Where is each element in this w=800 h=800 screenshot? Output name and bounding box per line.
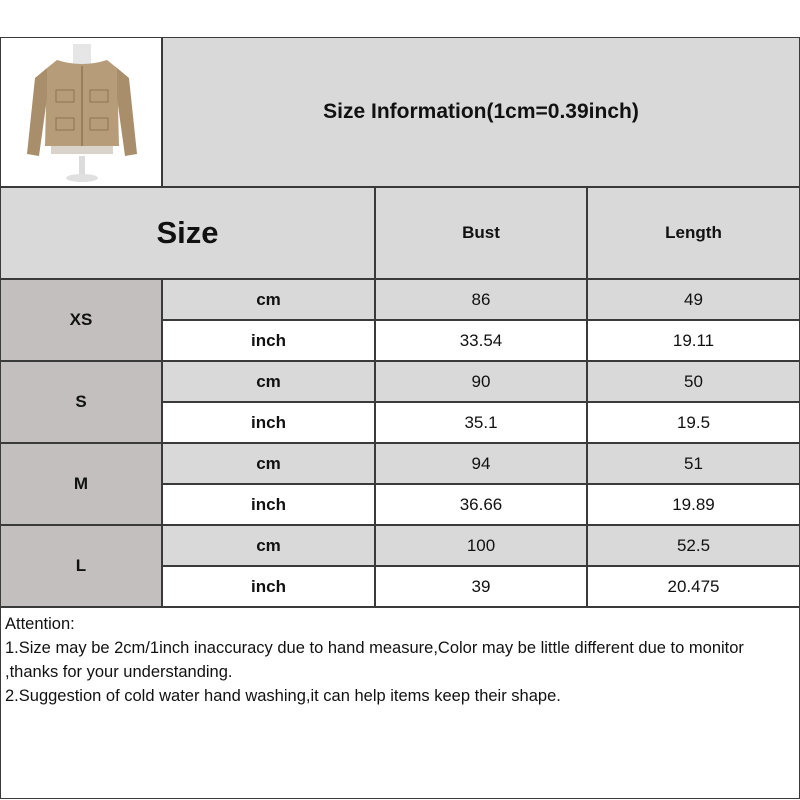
length-value: 51 <box>587 443 800 484</box>
page-title: Size Information(1cm=0.39inch) <box>162 37 800 187</box>
length-value: 19.5 <box>587 402 800 443</box>
size-label-m: M <box>0 443 162 525</box>
note-line: 2.Suggestion of cold water hand washing,it can help items keep their shape. <box>5 687 561 705</box>
product-photo <box>0 37 162 187</box>
bust-value: 33.54 <box>375 320 587 361</box>
unit-label: inch <box>162 484 375 525</box>
unit-label: cm <box>162 279 375 320</box>
size-label-l: L <box>0 525 162 607</box>
size-chart <box>0 37 800 799</box>
unit-label: inch <box>162 402 375 443</box>
length-column-header: Length <box>587 187 800 279</box>
unit-label: cm <box>162 361 375 402</box>
length-value: 19.11 <box>587 320 800 361</box>
length-value: 20.475 <box>587 566 800 607</box>
unit-label: inch <box>162 566 375 607</box>
unit-label: inch <box>162 320 375 361</box>
length-value: 49 <box>587 279 800 320</box>
attention-notes <box>0 607 800 799</box>
length-value: 50 <box>587 361 800 402</box>
bust-value: 39 <box>375 566 587 607</box>
unit-label: cm <box>162 525 375 566</box>
bust-value: 36.66 <box>375 484 587 525</box>
size-column-header: Size <box>0 187 375 279</box>
unit-label: cm <box>162 443 375 484</box>
length-value: 19.89 <box>587 484 800 525</box>
bust-column-header: Bust <box>375 187 587 279</box>
bust-value: 94 <box>375 443 587 484</box>
bust-value: 86 <box>375 279 587 320</box>
bust-value: 35.1 <box>375 402 587 443</box>
notes-heading: Attention: <box>5 615 75 633</box>
jacket-photo-icon <box>1 38 161 186</box>
bust-value: 90 <box>375 361 587 402</box>
note-line: 1.Size may be 2cm/1inch inaccuracy due to hand measure,Color may be little different due to monitor ,thanks for your understanding. <box>5 639 744 681</box>
bust-value: 100 <box>375 525 587 566</box>
length-value: 52.5 <box>587 525 800 566</box>
size-label-xs: XS <box>0 279 162 361</box>
size-label-s: S <box>0 361 162 443</box>
